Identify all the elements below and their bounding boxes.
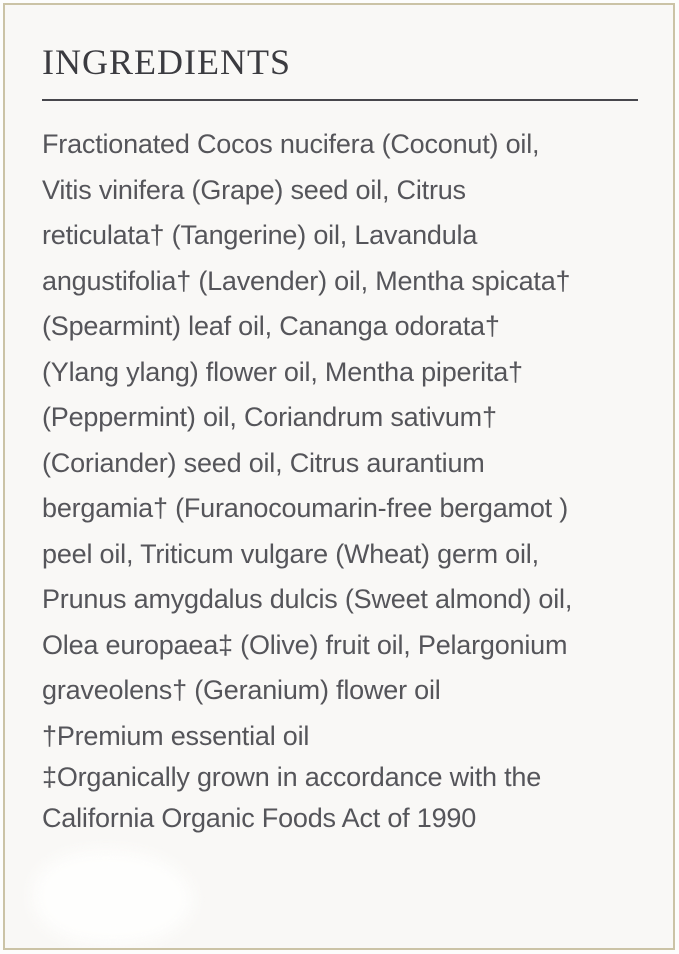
- ingredient-line: Vitis vinifera (Grape) seed oil, Citrus: [42, 174, 466, 205]
- ingredient-line: (Coriander) seed oil, Citrus aurantium: [42, 447, 485, 478]
- title-underline-divider: [42, 99, 638, 101]
- ingredient-line: bergamia† (Furanocoumarin-free bergamot ): [42, 493, 569, 523]
- ingredient-line: (Spearmint) leaf oil, Cananga odorata†: [42, 311, 500, 341]
- footnote-line: California Organic Foods Act of 1990: [42, 802, 477, 833]
- ingredient-line: reticulata† (Tangerine) oil, Lavandula: [42, 220, 478, 250]
- ingredient-line: peel oil, Triticum vulgare (Wheat) germ oil,: [42, 538, 539, 569]
- footnote-line: †Premium essential oil: [42, 720, 310, 751]
- ingredients-panel: [3, 3, 675, 950]
- ingredient-line: (Ylang ylang) flower oil, Mentha piperita†: [42, 356, 523, 387]
- section-title: INGREDIENTS: [42, 42, 291, 82]
- footnote-line: ‡Organically grown in accordance with the: [42, 761, 542, 792]
- ingredient-line: graveolens† (Geranium) flower oil: [42, 675, 441, 705]
- ingredient-line: angustifolia† (Lavender) oil, Mentha spicata†: [42, 265, 571, 296]
- ingredient-line: (Peppermint) oil, Coriandrum sativum†: [42, 402, 497, 432]
- ingredient-line: Prunus amygdalus dulcis (Sweet almond) oil,: [42, 584, 573, 614]
- ingredients-text: [42, 122, 639, 714]
- footnotes: [42, 716, 639, 839]
- ingredients-content: [5, 5, 673, 839]
- ingredient-line: Fractionated Cocos nucifera (Coconut) oil,: [42, 129, 540, 159]
- ingredient-line: Olea europaea‡ (Olive) fruit oil, Pelargonium: [42, 629, 568, 660]
- faint-watermark: [33, 850, 193, 945]
